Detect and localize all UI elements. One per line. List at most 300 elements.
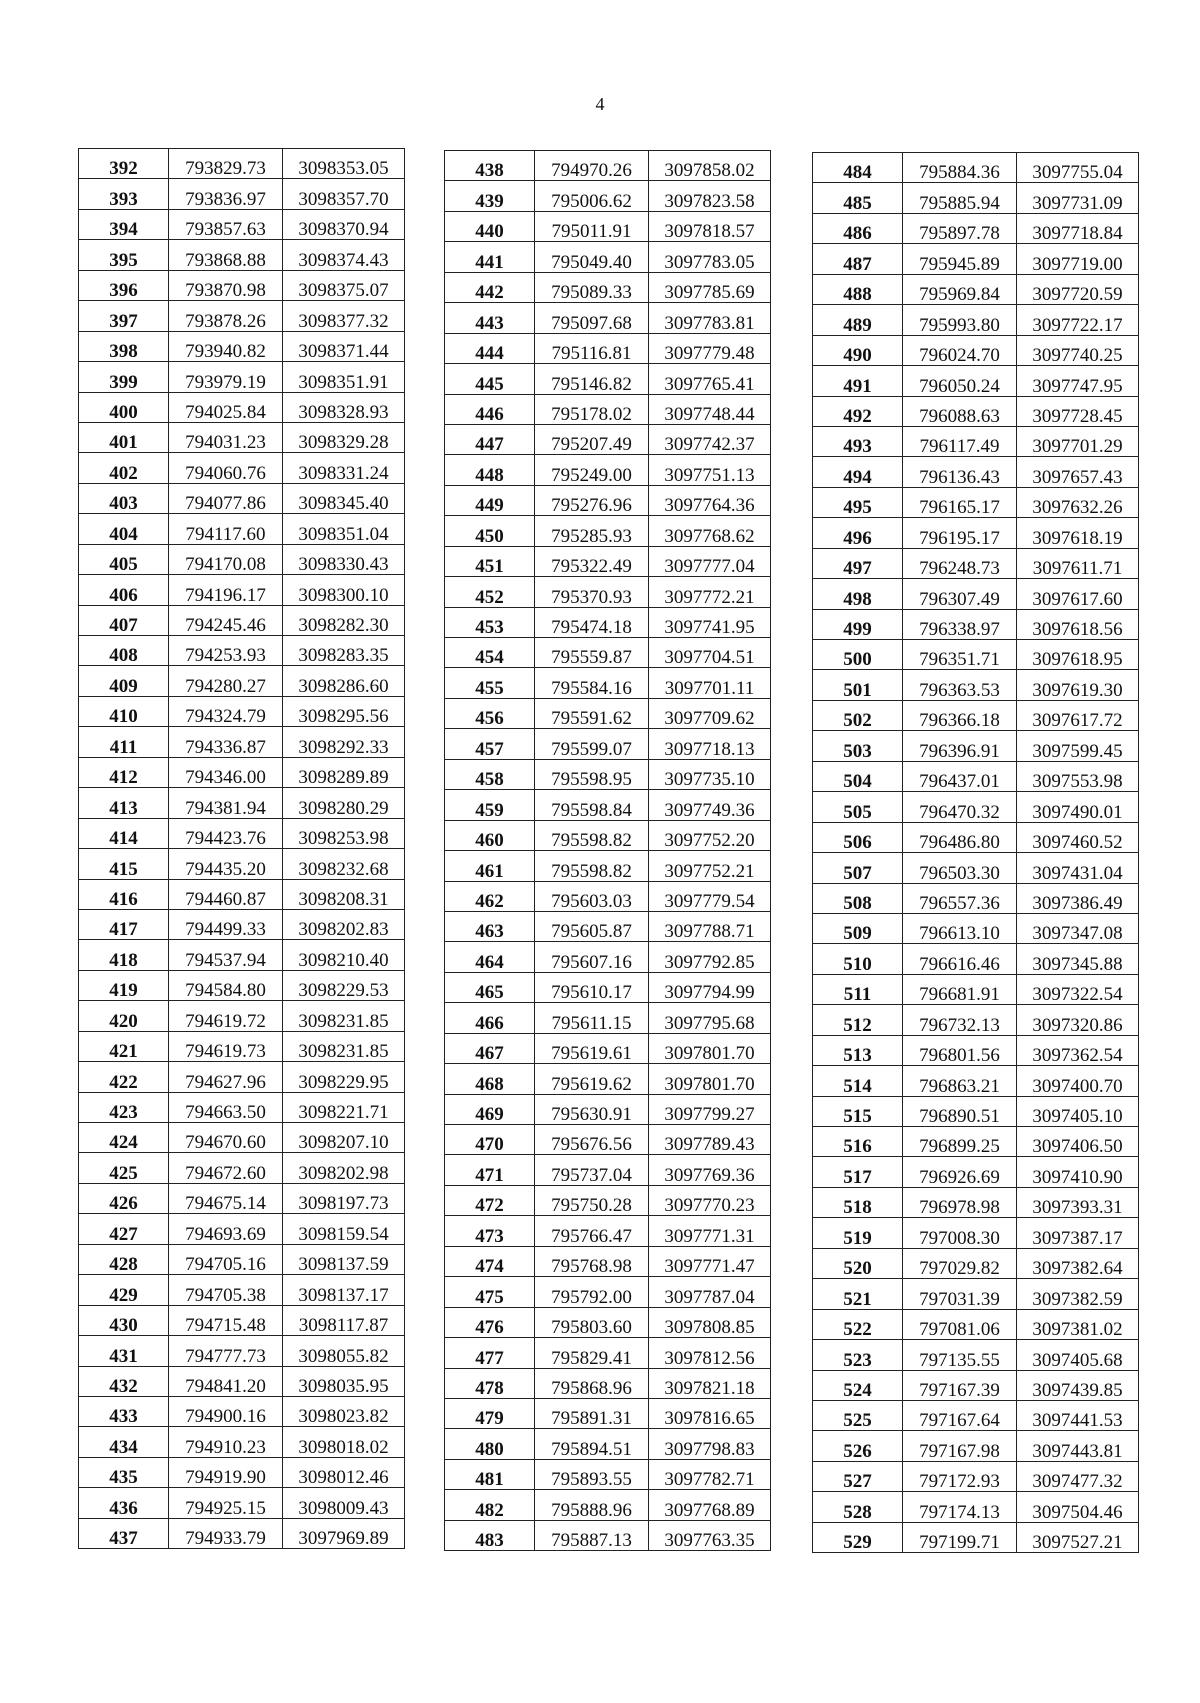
y-coordinate-cell: 3098283.35 [283,636,405,666]
point-number-cell: 478 [445,1368,535,1398]
x-coordinate-cell: 794900.16 [169,1396,283,1426]
point-number-cell: 516 [813,1127,903,1157]
point-number-cell: 519 [813,1218,903,1248]
x-coordinate-cell: 794117.60 [169,514,283,544]
table-row [813,1279,1139,1309]
point-number-cell: 525 [813,1400,903,1430]
y-coordinate-cell: 3098137.17 [283,1275,405,1305]
table-row [445,485,771,515]
x-coordinate-cell: 795766.47 [535,1216,649,1246]
x-coordinate-cell: 795737.04 [535,1155,649,1185]
x-coordinate-cell: 795750.28 [535,1185,649,1215]
y-coordinate-cell: 3097504.46 [1017,1492,1139,1522]
y-coordinate-cell: 3097768.89 [649,1490,771,1520]
x-coordinate-cell: 796396.91 [903,731,1017,761]
point-number-cell: 404 [79,514,169,544]
x-coordinate-cell: 797172.93 [903,1461,1017,1491]
x-coordinate-cell: 795049.40 [535,242,649,272]
table-row [79,1214,405,1244]
y-coordinate-cell: 3097718.84 [1017,213,1139,243]
table-row [813,487,1139,517]
x-coordinate-cell: 795891.31 [535,1398,649,1428]
table-row [813,761,1139,791]
x-coordinate-cell: 794499.33 [169,909,283,939]
x-coordinate-cell: 795598.95 [535,759,649,789]
table-row [79,666,405,696]
point-number-cell: 437 [79,1518,169,1548]
y-coordinate-cell: 3097821.18 [649,1368,771,1398]
y-coordinate-cell: 3098210.40 [283,940,405,970]
y-coordinate-cell: 3098370.94 [283,209,405,239]
x-coordinate-cell: 795829.41 [535,1338,649,1368]
point-number-cell: 438 [445,151,535,181]
point-number-cell: 509 [813,913,903,943]
y-coordinate-cell: 3097410.90 [1017,1157,1139,1187]
point-number-cell: 490 [813,335,903,365]
y-coordinate-cell: 3097799.27 [649,1094,771,1124]
x-coordinate-cell: 796470.32 [903,792,1017,822]
point-number-cell: 498 [813,579,903,609]
y-coordinate-cell: 3098375.07 [283,270,405,300]
y-coordinate-cell: 3097382.59 [1017,1279,1139,1309]
x-coordinate-cell: 797081.06 [903,1309,1017,1339]
table-row [79,1518,405,1548]
y-coordinate-cell: 3097785.69 [649,272,771,302]
point-number-cell: 397 [79,301,169,331]
table-row [445,516,771,546]
point-number-cell: 502 [813,700,903,730]
x-coordinate-cell: 795969.84 [903,274,1017,304]
table-row [813,1522,1139,1552]
table-row [445,820,771,850]
table-row [813,883,1139,913]
point-number-cell: 411 [79,727,169,757]
y-coordinate-cell: 3098221.71 [283,1092,405,1122]
y-coordinate-cell: 3097381.02 [1017,1309,1139,1339]
point-number-cell: 529 [813,1522,903,1552]
table-row [79,1153,405,1183]
table-row [445,364,771,394]
x-coordinate-cell: 794381.94 [169,788,283,818]
table-row [813,274,1139,304]
point-number-cell: 485 [813,183,903,213]
x-coordinate-cell: 795792.00 [535,1277,649,1307]
table-row [79,757,405,787]
point-number-cell: 523 [813,1340,903,1370]
table-row [79,727,405,757]
y-coordinate-cell: 3098300.10 [283,575,405,605]
y-coordinate-cell: 3097770.23 [649,1185,771,1215]
point-number-cell: 405 [79,544,169,574]
table-row [445,1520,771,1550]
point-number-cell: 470 [445,1125,535,1155]
x-coordinate-cell: 794619.73 [169,1031,283,1061]
point-number-cell: 442 [445,272,535,302]
x-coordinate-cell: 795598.82 [535,851,649,881]
y-coordinate-cell: 3097735.10 [649,759,771,789]
table-row [445,181,771,211]
point-number-cell: 435 [79,1457,169,1487]
point-number-cell: 430 [79,1305,169,1335]
y-coordinate-cell: 3097969.89 [283,1518,405,1548]
x-coordinate-cell: 793836.97 [169,179,283,209]
y-coordinate-cell: 3098137.59 [283,1244,405,1274]
x-coordinate-cell: 794925.15 [169,1488,283,1518]
y-coordinate-cell: 3098351.04 [283,514,405,544]
x-coordinate-cell: 795887.13 [535,1520,649,1550]
y-coordinate-cell: 3098357.70 [283,179,405,209]
table-row [445,942,771,972]
table-row [813,1370,1139,1400]
y-coordinate-cell: 3098229.95 [283,1062,405,1092]
coordinate-table-3 [812,152,1139,1553]
y-coordinate-cell: 3097400.70 [1017,1066,1139,1096]
y-coordinate-cell: 3097618.95 [1017,640,1139,670]
table-row [79,1092,405,1122]
page-number: 4 [595,94,605,114]
table-row [445,242,771,272]
y-coordinate-cell: 3098231.85 [283,1001,405,1031]
table-row [813,153,1139,183]
table-row [445,1216,771,1246]
x-coordinate-cell: 796503.30 [903,853,1017,883]
x-coordinate-cell: 795888.96 [535,1490,649,1520]
x-coordinate-cell: 795276.96 [535,485,649,515]
point-number-cell: 481 [445,1459,535,1489]
y-coordinate-cell: 3098292.33 [283,727,405,757]
x-coordinate-cell: 795598.84 [535,790,649,820]
point-number-cell: 451 [445,546,535,576]
x-coordinate-cell: 797135.55 [903,1340,1017,1370]
point-number-cell: 454 [445,638,535,668]
point-number-cell: 469 [445,1094,535,1124]
y-coordinate-cell: 3098330.43 [283,544,405,574]
y-coordinate-cell: 3097779.48 [649,333,771,363]
point-number-cell: 484 [813,153,903,183]
y-coordinate-cell: 3097657.43 [1017,457,1139,487]
point-number-cell: 418 [79,940,169,970]
x-coordinate-cell: 796366.18 [903,700,1017,730]
table-row [79,788,405,818]
point-number-cell: 441 [445,242,535,272]
y-coordinate-cell: 3097618.19 [1017,518,1139,548]
x-coordinate-cell: 795584.16 [535,668,649,698]
point-number-cell: 504 [813,761,903,791]
x-coordinate-cell: 795559.87 [535,638,649,668]
point-number-cell: 494 [813,457,903,487]
y-coordinate-cell: 3097772.21 [649,577,771,607]
table-row [79,909,405,939]
x-coordinate-cell: 797029.82 [903,1248,1017,1278]
x-coordinate-cell: 794584.80 [169,970,283,1000]
x-coordinate-cell: 795591.62 [535,698,649,728]
y-coordinate-cell: 3097777.04 [649,546,771,576]
y-coordinate-cell: 3097347.08 [1017,913,1139,943]
x-coordinate-cell: 793940.82 [169,331,283,361]
y-coordinate-cell: 3097611.71 [1017,548,1139,578]
table-row [445,1003,771,1033]
table-row [813,1461,1139,1491]
point-number-cell: 489 [813,305,903,335]
table-row [79,879,405,909]
y-coordinate-cell: 3097783.05 [649,242,771,272]
y-coordinate-cell: 3097812.56 [649,1338,771,1368]
x-coordinate-cell: 794675.14 [169,1183,283,1213]
y-coordinate-cell: 3097755.04 [1017,153,1139,183]
table-row [813,700,1139,730]
y-coordinate-cell: 3097443.81 [1017,1431,1139,1461]
point-number-cell: 409 [79,666,169,696]
table-row [813,579,1139,609]
x-coordinate-cell: 796616.46 [903,944,1017,974]
y-coordinate-cell: 3098117.87 [283,1305,405,1335]
table-row [445,759,771,789]
x-coordinate-cell: 796899.25 [903,1127,1017,1157]
point-number-cell: 514 [813,1066,903,1096]
x-coordinate-cell: 794324.79 [169,696,283,726]
point-number-cell: 518 [813,1187,903,1217]
table-row [79,575,405,605]
point-number-cell: 473 [445,1216,535,1246]
x-coordinate-cell: 796681.91 [903,974,1017,1004]
point-number-cell: 492 [813,396,903,426]
table-row [79,940,405,970]
table-row [813,548,1139,578]
y-coordinate-cell: 3097801.70 [649,1064,771,1094]
y-coordinate-cell: 3098345.40 [283,483,405,513]
table-row [813,1431,1139,1461]
table-row [445,972,771,1002]
x-coordinate-cell: 796050.24 [903,366,1017,396]
table-row [813,366,1139,396]
point-number-cell: 468 [445,1064,535,1094]
table-row [445,1307,771,1337]
table-row [445,1155,771,1185]
y-coordinate-cell: 3097406.50 [1017,1127,1139,1157]
table-row [813,1309,1139,1339]
point-number-cell: 507 [813,853,903,883]
point-number-cell: 415 [79,849,169,879]
x-coordinate-cell: 794423.76 [169,818,283,848]
x-coordinate-cell: 795006.62 [535,181,649,211]
y-coordinate-cell: 3097768.62 [649,516,771,546]
table-row [445,546,771,576]
point-number-cell: 403 [79,483,169,513]
y-coordinate-cell: 3097719.00 [1017,244,1139,274]
y-coordinate-cell: 3098229.53 [283,970,405,1000]
table-row [445,1246,771,1276]
table-row [79,1275,405,1305]
x-coordinate-cell: 796926.69 [903,1157,1017,1187]
x-coordinate-cell: 793857.63 [169,209,283,239]
coordinate-table-2 [444,150,771,1551]
table-row [813,1035,1139,1065]
x-coordinate-cell: 794841.20 [169,1366,283,1396]
point-number-cell: 450 [445,516,535,546]
point-number-cell: 496 [813,518,903,548]
y-coordinate-cell: 3097632.26 [1017,487,1139,517]
x-coordinate-cell: 796890.51 [903,1096,1017,1126]
y-coordinate-cell: 3097617.72 [1017,700,1139,730]
x-coordinate-cell: 796307.49 [903,579,1017,609]
point-number-cell: 444 [445,333,535,363]
table-row [813,396,1139,426]
coordinate-table-1 [78,148,405,1549]
table-row [79,422,405,452]
point-number-cell: 471 [445,1155,535,1185]
table-row [813,518,1139,548]
table-row [79,1336,405,1366]
x-coordinate-cell: 794060.76 [169,453,283,483]
y-coordinate-cell: 3098202.98 [283,1153,405,1183]
point-number-cell: 513 [813,1035,903,1065]
x-coordinate-cell: 794245.46 [169,605,283,635]
table-row [813,913,1139,943]
y-coordinate-cell: 3098253.98 [283,818,405,848]
y-coordinate-cell: 3097720.59 [1017,274,1139,304]
point-number-cell: 402 [79,453,169,483]
table-row [813,670,1139,700]
table-row [813,305,1139,335]
x-coordinate-cell: 794705.16 [169,1244,283,1274]
x-coordinate-cell: 796088.63 [903,396,1017,426]
table-row [445,455,771,485]
table-row [813,1187,1139,1217]
y-coordinate-cell: 3097765.41 [649,364,771,394]
table-row [79,1305,405,1335]
point-number-cell: 423 [79,1092,169,1122]
x-coordinate-cell: 794919.90 [169,1457,283,1487]
x-coordinate-cell: 795370.93 [535,577,649,607]
x-coordinate-cell: 793979.19 [169,362,283,392]
point-number-cell: 400 [79,392,169,422]
point-number-cell: 410 [79,696,169,726]
y-coordinate-cell: 3097752.21 [649,851,771,881]
x-coordinate-cell: 795676.56 [535,1125,649,1155]
x-coordinate-cell: 794170.08 [169,544,283,574]
point-number-cell: 527 [813,1461,903,1491]
table-row [79,1396,405,1426]
table-row [445,1490,771,1520]
point-number-cell: 416 [79,879,169,909]
table-row [79,179,405,209]
table-row [79,453,405,483]
y-coordinate-cell: 3098055.82 [283,1336,405,1366]
y-coordinate-cell: 3097490.01 [1017,792,1139,822]
table-row [445,151,771,181]
point-number-cell: 445 [445,364,535,394]
y-coordinate-cell: 3097749.36 [649,790,771,820]
y-coordinate-cell: 3098035.95 [283,1366,405,1396]
table-row [445,333,771,363]
x-coordinate-cell: 795607.16 [535,942,649,972]
y-coordinate-cell: 3098371.44 [283,331,405,361]
table-row [813,822,1139,852]
y-coordinate-cell: 3097794.99 [649,972,771,1002]
table-row [813,183,1139,213]
x-coordinate-cell: 795089.33 [535,272,649,302]
x-coordinate-cell: 796195.17 [903,518,1017,548]
x-coordinate-cell: 796557.36 [903,883,1017,913]
y-coordinate-cell: 3098009.43 [283,1488,405,1518]
point-number-cell: 428 [79,1244,169,1274]
y-coordinate-cell: 3097747.95 [1017,366,1139,396]
point-number-cell: 483 [445,1520,535,1550]
table-row [79,483,405,513]
y-coordinate-cell: 3097618.56 [1017,609,1139,639]
point-number-cell: 460 [445,820,535,850]
table-row [445,1125,771,1155]
x-coordinate-cell: 794253.93 [169,636,283,666]
table-row [79,849,405,879]
point-number-cell: 508 [813,883,903,913]
point-number-cell: 472 [445,1185,535,1215]
point-number-cell: 434 [79,1427,169,1457]
x-coordinate-cell: 794970.26 [535,151,649,181]
y-coordinate-cell: 3097808.85 [649,1307,771,1337]
x-coordinate-cell: 795207.49 [535,424,649,454]
x-coordinate-cell: 796024.70 [903,335,1017,365]
x-coordinate-cell: 794280.27 [169,666,283,696]
table-row [445,911,771,941]
point-number-cell: 407 [79,605,169,635]
point-number-cell: 476 [445,1307,535,1337]
x-coordinate-cell: 797008.30 [903,1218,1017,1248]
x-coordinate-cell: 796136.43 [903,457,1017,487]
y-coordinate-cell: 3097393.31 [1017,1187,1139,1217]
y-coordinate-cell: 3097798.83 [649,1429,771,1459]
point-number-cell: 522 [813,1309,903,1339]
x-coordinate-cell: 794715.48 [169,1305,283,1335]
y-coordinate-cell: 3098280.29 [283,788,405,818]
x-coordinate-cell: 795599.07 [535,729,649,759]
y-coordinate-cell: 3097709.62 [649,698,771,728]
x-coordinate-cell: 795610.17 [535,972,649,1002]
x-coordinate-cell: 794336.87 [169,727,283,757]
point-number-cell: 431 [79,1336,169,1366]
point-number-cell: 526 [813,1431,903,1461]
point-number-cell: 501 [813,670,903,700]
y-coordinate-cell: 3097818.57 [649,211,771,241]
point-number-cell: 488 [813,274,903,304]
point-number-cell: 432 [79,1366,169,1396]
point-number-cell: 510 [813,944,903,974]
y-coordinate-cell: 3097527.21 [1017,1522,1139,1552]
point-number-cell: 446 [445,394,535,424]
y-coordinate-cell: 3097405.68 [1017,1340,1139,1370]
point-number-cell: 408 [79,636,169,666]
x-coordinate-cell: 795178.02 [535,394,649,424]
table-row [79,544,405,574]
table-row [813,1248,1139,1278]
x-coordinate-cell: 794910.23 [169,1427,283,1457]
table-row [813,335,1139,365]
y-coordinate-cell: 3098012.46 [283,1457,405,1487]
point-number-cell: 398 [79,331,169,361]
y-coordinate-cell: 3097386.49 [1017,883,1139,913]
table-row [79,1001,405,1031]
point-number-cell: 433 [79,1396,169,1426]
table-row [79,636,405,666]
table-row [79,1244,405,1274]
point-number-cell: 491 [813,366,903,396]
y-coordinate-cell: 3097722.17 [1017,305,1139,335]
x-coordinate-cell: 794077.86 [169,483,283,513]
x-coordinate-cell: 793829.73 [169,149,283,179]
y-coordinate-cell: 3097787.04 [649,1277,771,1307]
y-coordinate-cell: 3097387.17 [1017,1218,1139,1248]
x-coordinate-cell: 797199.71 [903,1522,1017,1552]
